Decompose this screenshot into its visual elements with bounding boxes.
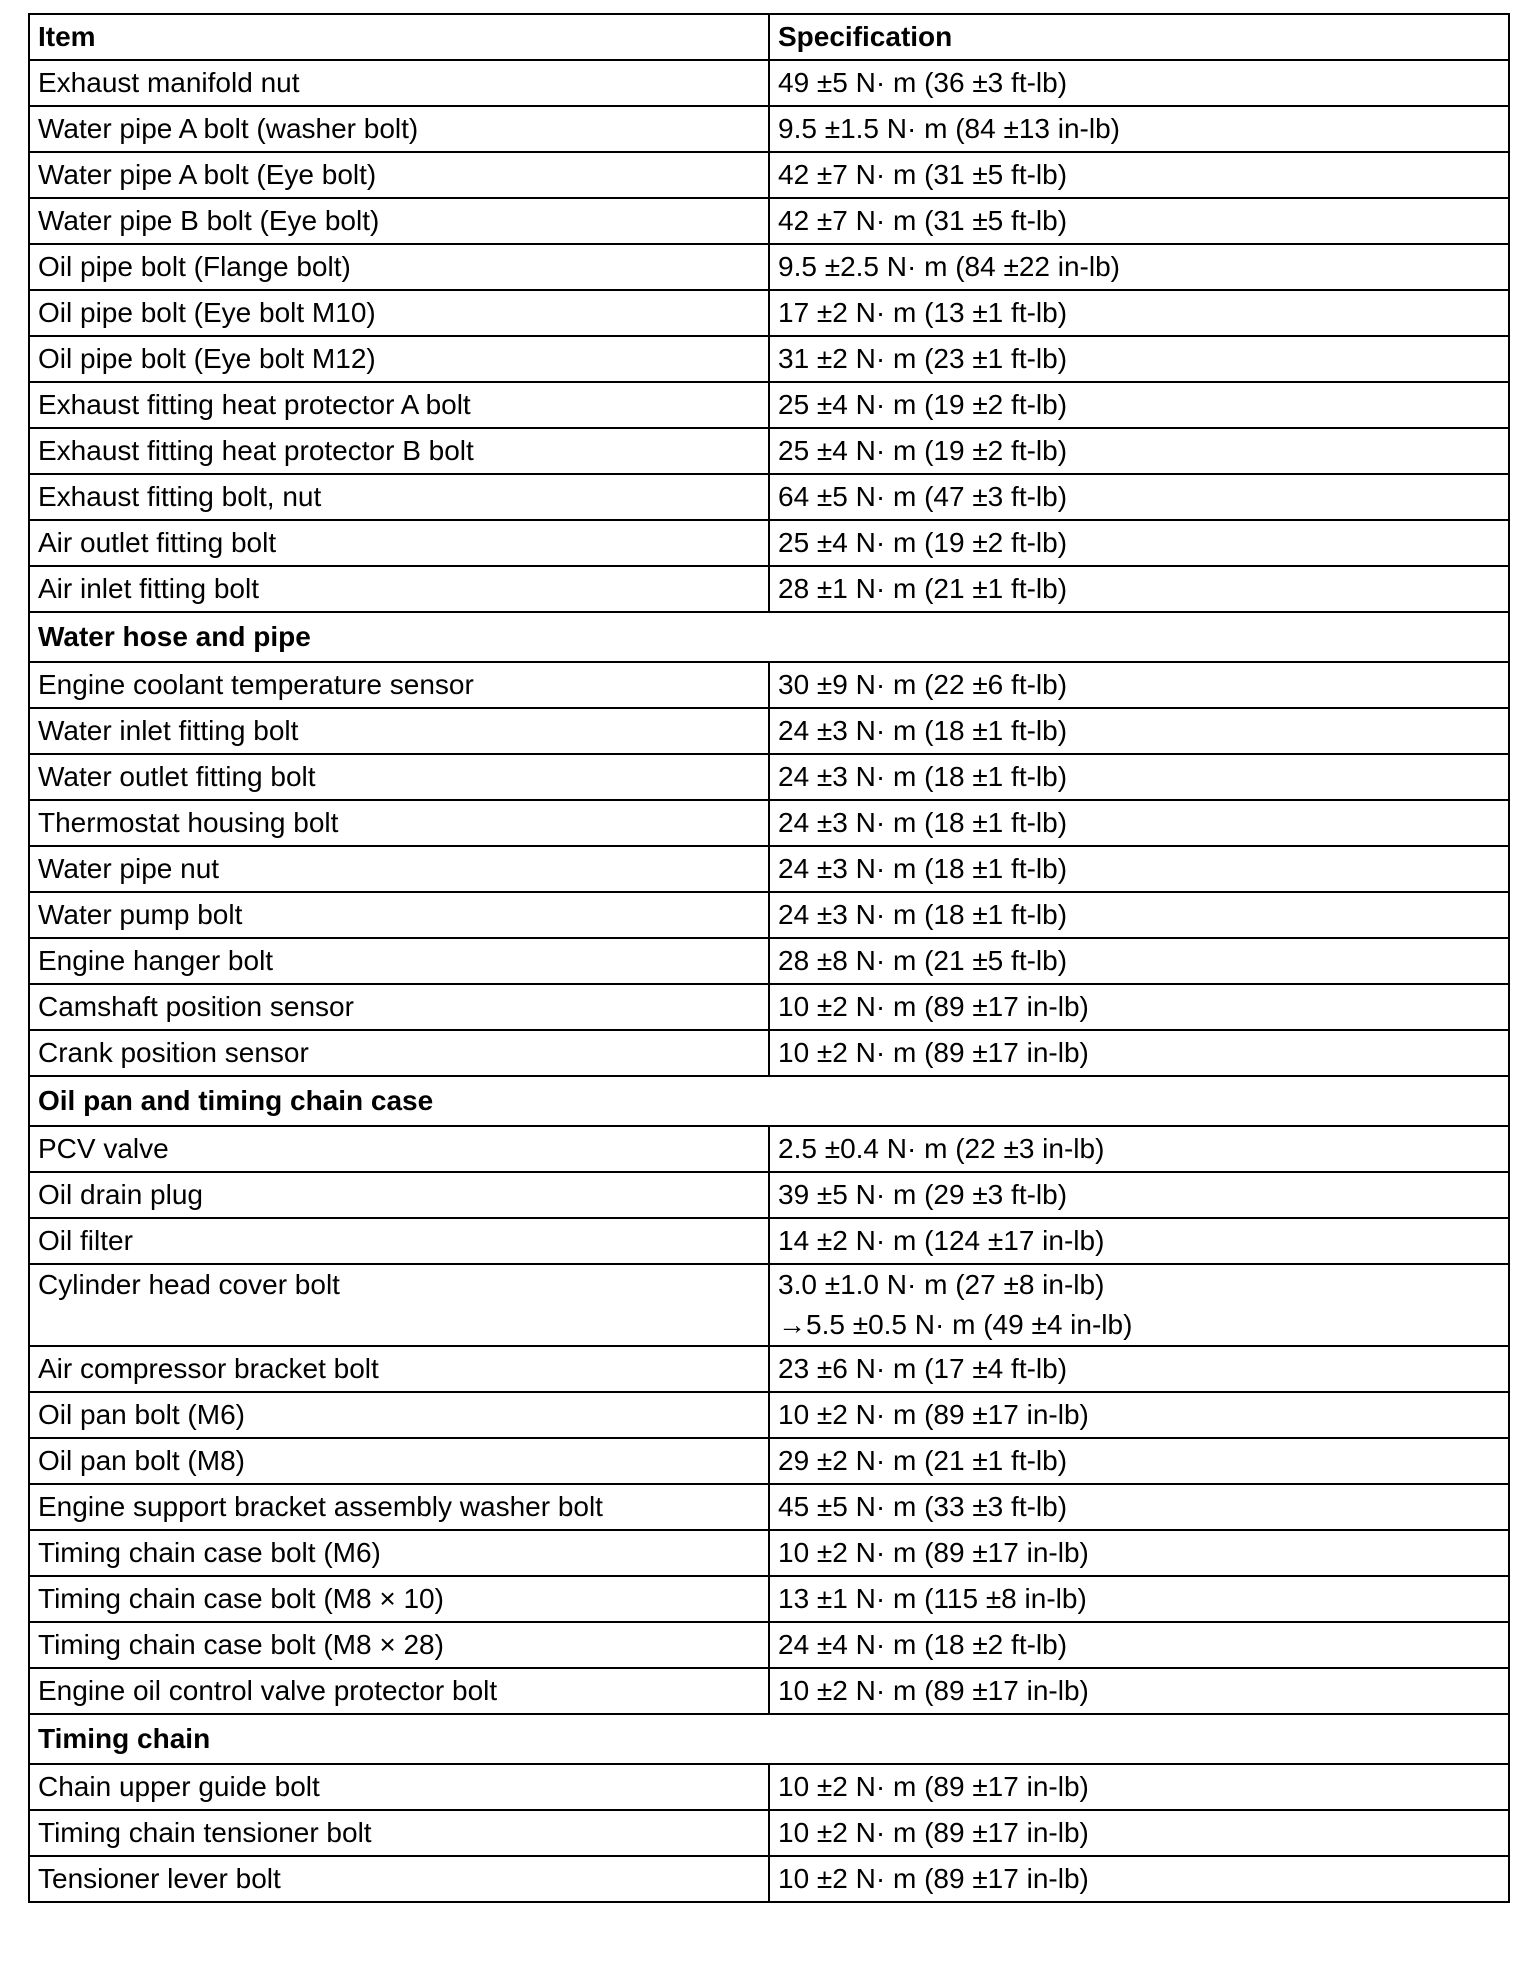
specification-cell	[769, 984, 1509, 1030]
table-row	[29, 1126, 1509, 1172]
section-header-row	[29, 612, 1509, 662]
specification-cell	[769, 106, 1509, 152]
specification-cell	[769, 428, 1509, 474]
specification-line: 24 ±3 N· m (18 ±1 ft-lb)	[778, 807, 1068, 838]
specification-line: 13 ±1 N· m (115 ±8 in-lb)	[778, 1583, 1087, 1614]
specification-line: 29 ±2 N· m (21 ±1 ft-lb)	[778, 1445, 1068, 1476]
specification-cell	[769, 1484, 1509, 1530]
specification-line: 24 ±3 N· m (18 ±1 ft-lb)	[778, 853, 1068, 884]
item-cell: Oil filter	[29, 1218, 769, 1264]
table-row	[29, 1030, 1509, 1076]
item-cell: Water pipe A bolt (washer bolt)	[29, 106, 769, 152]
table-row	[29, 152, 1509, 198]
item-cell: Oil pipe bolt (Flange bolt)	[29, 244, 769, 290]
table-row	[29, 1810, 1509, 1856]
table-row	[29, 892, 1509, 938]
specification-cell	[769, 662, 1509, 708]
item-cell: Camshaft position sensor	[29, 984, 769, 1030]
specification-cell	[769, 474, 1509, 520]
specification-cell	[769, 1392, 1509, 1438]
specification-cell	[769, 1438, 1509, 1484]
table-row	[29, 1438, 1509, 1484]
specification-line: →5.5 ±0.5 N· m (49 ±4 in-lb)	[778, 1309, 1133, 1340]
specification-line: 42 ±7 N· m (31 ±5 ft-lb)	[778, 159, 1068, 190]
item-cell: Thermostat housing bolt	[29, 800, 769, 846]
table-row	[29, 754, 1509, 800]
table-row	[29, 428, 1509, 474]
torque-spec-table	[28, 13, 1510, 1903]
specification-line: 25 ±4 N· m (19 ±2 ft-lb)	[778, 389, 1068, 420]
table-row	[29, 382, 1509, 428]
item-cell: Engine oil control valve protector bolt	[29, 1668, 769, 1714]
specification-cell	[769, 708, 1509, 754]
table-row	[29, 1668, 1509, 1714]
specification-line: 24 ±3 N· m (18 ±1 ft-lb)	[778, 761, 1068, 792]
item-cell: Water inlet fitting bolt	[29, 708, 769, 754]
section-title: Timing chain	[29, 1714, 1509, 1764]
specification-cell	[769, 754, 1509, 800]
specification-line: 30 ±9 N· m (22 ±6 ft-lb)	[778, 669, 1068, 700]
section-header-row	[29, 1714, 1509, 1764]
item-cell: Air inlet fitting bolt	[29, 566, 769, 612]
item-cell: Water outlet fitting bolt	[29, 754, 769, 800]
specification-line: 31 ±2 N· m (23 ±1 ft-lb)	[778, 343, 1068, 374]
table-row	[29, 1172, 1509, 1218]
item-cell: Crank position sensor	[29, 1030, 769, 1076]
item-cell: Timing chain tensioner bolt	[29, 1810, 769, 1856]
specification-cell	[769, 800, 1509, 846]
table-row	[29, 1484, 1509, 1530]
table-header-row	[29, 14, 1509, 60]
column-header-specification: Specification	[769, 14, 1509, 60]
specification-cell	[769, 846, 1509, 892]
specification-cell	[769, 1810, 1509, 1856]
section-header-row	[29, 1076, 1509, 1126]
specification-line: 64 ±5 N· m (47 ±3 ft-lb)	[778, 481, 1068, 512]
specification-cell	[769, 336, 1509, 382]
specification-cell	[769, 1530, 1509, 1576]
specification-cell	[769, 938, 1509, 984]
item-cell: Oil pipe bolt (Eye bolt M10)	[29, 290, 769, 336]
table-row	[29, 800, 1509, 846]
specification-line: 49 ±5 N· m (36 ±3 ft-lb)	[778, 67, 1068, 98]
table-body	[29, 60, 1509, 1902]
table-row	[29, 1622, 1509, 1668]
specification-cell	[769, 382, 1509, 428]
specification-cell	[769, 1172, 1509, 1218]
table-row	[29, 708, 1509, 754]
specification-line: 2.5 ±0.4 N· m (22 ±3 in-lb)	[778, 1133, 1105, 1164]
item-cell: Water pipe nut	[29, 846, 769, 892]
item-cell: Oil pan bolt (M8)	[29, 1438, 769, 1484]
specification-line: 28 ±1 N· m (21 ±1 ft-lb)	[778, 573, 1068, 604]
specification-cell	[769, 566, 1509, 612]
item-cell: Oil pan bolt (M6)	[29, 1392, 769, 1438]
item-cell: Exhaust manifold nut	[29, 60, 769, 106]
item-cell: Water pipe B bolt (Eye bolt)	[29, 198, 769, 244]
table-row	[29, 1264, 1509, 1346]
specification-cell	[769, 1668, 1509, 1714]
specification-line: 10 ±2 N· m (89 ±17 in-lb)	[778, 1771, 1089, 1802]
table-row	[29, 938, 1509, 984]
item-cell: Timing chain case bolt (M8 × 28)	[29, 1622, 769, 1668]
specification-cell	[769, 1030, 1509, 1076]
specification-line: 42 ±7 N· m (31 ±5 ft-lb)	[778, 205, 1068, 236]
specification-line: 10 ±2 N· m (89 ±17 in-lb)	[778, 1537, 1089, 1568]
item-cell: Oil drain plug	[29, 1172, 769, 1218]
specification-line: 14 ±2 N· m (124 ±17 in-lb)	[778, 1225, 1105, 1256]
item-cell: Exhaust fitting heat protector B bolt	[29, 428, 769, 474]
specification-line: 28 ±8 N· m (21 ±5 ft-lb)	[778, 945, 1068, 976]
item-cell: Water pipe A bolt (Eye bolt)	[29, 152, 769, 198]
specification-line: 23 ±6 N· m (17 ±4 ft-lb)	[778, 1353, 1068, 1384]
specification-line: 3.0 ±1.0 N· m (27 ±8 in-lb)	[778, 1269, 1105, 1300]
table-row	[29, 1856, 1509, 1902]
specification-line: 9.5 ±2.5 N· m (84 ±22 in-lb)	[778, 251, 1120, 282]
specification-line: 10 ±2 N· m (89 ±17 in-lb)	[778, 1863, 1089, 1894]
specification-cell	[769, 1764, 1509, 1810]
specification-line: 25 ±4 N· m (19 ±2 ft-lb)	[778, 435, 1068, 466]
specification-line: 45 ±5 N· m (33 ±3 ft-lb)	[778, 1491, 1068, 1522]
specification-cell	[769, 290, 1509, 336]
specification-cell	[769, 152, 1509, 198]
specification-line: 24 ±4 N· m (18 ±2 ft-lb)	[778, 1629, 1068, 1660]
specification-cell	[769, 1576, 1509, 1622]
table-row	[29, 846, 1509, 892]
specification-cell	[769, 1622, 1509, 1668]
specification-cell	[769, 198, 1509, 244]
specification-cell	[769, 1346, 1509, 1392]
table-row	[29, 1346, 1509, 1392]
table-row	[29, 474, 1509, 520]
table-row	[29, 1764, 1509, 1810]
item-cell: Timing chain case bolt (M6)	[29, 1530, 769, 1576]
table-row	[29, 336, 1509, 382]
column-header-item: Item	[29, 14, 769, 60]
item-cell: Engine hanger bolt	[29, 938, 769, 984]
item-cell: PCV valve	[29, 1126, 769, 1172]
specification-cell	[769, 1126, 1509, 1172]
item-cell: Air outlet fitting bolt	[29, 520, 769, 566]
specification-cell	[769, 1264, 1509, 1346]
specification-line: 9.5 ±1.5 N· m (84 ±13 in-lb)	[778, 113, 1120, 144]
table-row	[29, 984, 1509, 1030]
specification-line: 10 ±2 N· m (89 ±17 in-lb)	[778, 1675, 1089, 1706]
specification-cell	[769, 892, 1509, 938]
table-row	[29, 60, 1509, 106]
specification-line: 39 ±5 N· m (29 ±3 ft-lb)	[778, 1179, 1068, 1210]
item-cell: Chain upper guide bolt	[29, 1764, 769, 1810]
table-row	[29, 1530, 1509, 1576]
specification-cell	[769, 1218, 1509, 1264]
specification-line: 10 ±2 N· m (89 ±17 in-lb)	[778, 1037, 1089, 1068]
specification-line: 24 ±3 N· m (18 ±1 ft-lb)	[778, 899, 1068, 930]
specification-line: 17 ±2 N· m (13 ±1 ft-lb)	[778, 297, 1068, 328]
table-row	[29, 198, 1509, 244]
table-row	[29, 1392, 1509, 1438]
specification-line: 24 ±3 N· m (18 ±1 ft-lb)	[778, 715, 1068, 746]
specification-line: 10 ±2 N· m (89 ±17 in-lb)	[778, 1817, 1089, 1848]
table-row	[29, 1576, 1509, 1622]
item-cell: Cylinder head cover bolt	[29, 1264, 769, 1346]
item-cell: Engine coolant temperature sensor	[29, 662, 769, 708]
specification-cell	[769, 1856, 1509, 1902]
table-row	[29, 106, 1509, 152]
item-cell: Air compressor bracket bolt	[29, 1346, 769, 1392]
specification-cell	[769, 244, 1509, 290]
table-row	[29, 1218, 1509, 1264]
table-row	[29, 520, 1509, 566]
specification-cell	[769, 60, 1509, 106]
section-title: Oil pan and timing chain case	[29, 1076, 1509, 1126]
table-row	[29, 566, 1509, 612]
specification-line: 25 ±4 N· m (19 ±2 ft-lb)	[778, 527, 1068, 558]
specification-line: 10 ±2 N· m (89 ±17 in-lb)	[778, 1399, 1089, 1430]
table-row	[29, 290, 1509, 336]
specification-cell	[769, 520, 1509, 566]
item-cell: Timing chain case bolt (M8 × 10)	[29, 1576, 769, 1622]
item-cell: Exhaust fitting bolt, nut	[29, 474, 769, 520]
section-title: Water hose and pipe	[29, 612, 1509, 662]
item-cell: Oil pipe bolt (Eye bolt M12)	[29, 336, 769, 382]
item-cell: Engine support bracket assembly washer bolt	[29, 1484, 769, 1530]
specification-line: 10 ±2 N· m (89 ±17 in-lb)	[778, 991, 1089, 1022]
item-cell: Tensioner lever bolt	[29, 1856, 769, 1902]
table-row	[29, 662, 1509, 708]
item-cell: Water pump bolt	[29, 892, 769, 938]
table-row	[29, 244, 1509, 290]
item-cell: Exhaust fitting heat protector A bolt	[29, 382, 769, 428]
